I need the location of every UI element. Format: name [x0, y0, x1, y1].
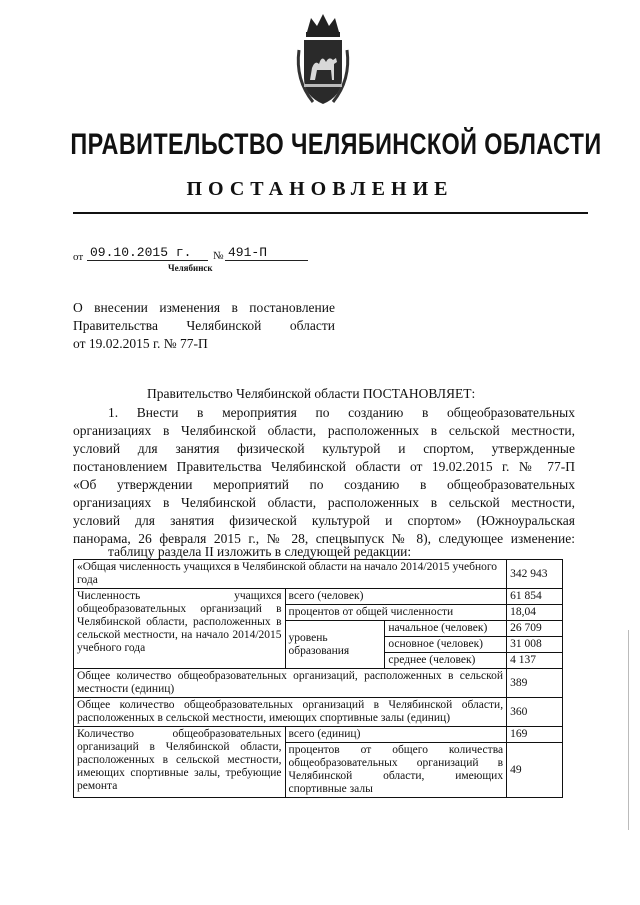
table-cell: Количество общеобразовательных организаций в Челябинской области, расположенных в сельской местности, имеющих спортивные залы, требующие ремонта [74, 727, 286, 798]
city-label: Челябинск [168, 263, 213, 273]
document-number: 491-П [225, 245, 308, 261]
table-row [74, 589, 563, 605]
preamble: Правительство Челябинской области ПОСТАНОВЛЯЕТ: [147, 386, 476, 401]
body-line: постановлением Правительства Челябинской области от 19.02.2015 г. № 77-П [73, 459, 575, 474]
table-cell: всего (человек) [285, 589, 507, 605]
table-cell: процентов от общего количества общеобразовательных организаций в Челябинской области, имеющих спортивные залы [285, 743, 507, 798]
subject-line: Правительства Челябинской области [73, 318, 335, 333]
table-cell: среднее (человек) [385, 653, 507, 669]
table-cell: 360 [507, 698, 563, 727]
table-cell: Общее количество общеобразовательных организаций в Челябинской области, расположенных в сельской местности, имеющих спортивные залы (единиц) [74, 698, 507, 727]
body-line: 1. Внести в мероприятия по созданию в общеобразовательных [108, 405, 575, 420]
table-cell: 389 [507, 669, 563, 698]
table-cell: 31 008 [507, 637, 563, 653]
table-row [74, 698, 563, 727]
table-cell: Общее количество общеобразовательных организаций, расположенных в сельской местности (единиц) [74, 669, 507, 698]
coat-of-arms-icon [293, 10, 353, 110]
body-line: условий для занятия физической культурой и спортом» (Южноуральская [73, 513, 575, 528]
document-type: ПОСТАНОВЛЕНИЕ [186, 178, 454, 200]
table-cell: «Общая численность учащихся в Челябинской области на начало 2014/2015 учебного года [74, 560, 507, 589]
table-cell: 26 709 [507, 621, 563, 637]
table-cell: 49 [507, 743, 563, 798]
table-cell: всего (единиц) [285, 727, 507, 743]
table-cell: Численность учащихся общеобразовательных организаций в Челябинской области, расположенных в сельской местности, на начало 2014/2015 учебного года [74, 589, 286, 669]
number-prefix: № [213, 250, 224, 262]
table-row [74, 727, 563, 743]
table-cell: 342 943 [507, 560, 563, 589]
table-cell: процентов от общей численности [285, 605, 507, 621]
table-cell: основное (человек) [385, 637, 507, 653]
statistics-table [73, 559, 563, 798]
body-line: «Об утверждении мероприятий по созданию в общеобразовательных [73, 477, 575, 492]
body-line: условий для занятия физической культурой и спортом, утвержденные [73, 441, 575, 456]
subject-line: О внесении изменения в постановление [73, 300, 335, 315]
table-row [74, 560, 563, 589]
table-row [74, 669, 563, 698]
header-divider [73, 212, 588, 214]
table-cell: 169 [507, 727, 563, 743]
table-cell: 18,04 [507, 605, 563, 621]
table-cell: 61 854 [507, 589, 563, 605]
body-line: организациях в Челябинской области, расположенных в сельской местности, [73, 423, 575, 438]
government-title: ПРАВИТЕЛЬСТВО ЧЕЛЯБИНСКОЙ ОБЛАСТИ [70, 128, 602, 161]
table-cell: начальное (человек) [385, 621, 507, 637]
subject-line: от 19.02.2015 г. № 77-П [73, 336, 208, 351]
body-line: таблицу раздела II изложить в следующей редакции: [108, 544, 412, 559]
scan-edge-line [628, 630, 629, 830]
date-prefix: от [73, 251, 84, 263]
body-line: панорама, 26 февраля 2015 г., № 28, спецвыпуск № 8), следующее изменение: [73, 531, 575, 546]
body-line: организациях в Челябинской области, расположенных в сельской местности, [73, 495, 575, 510]
document-date: 09.10.2015 г. [87, 245, 208, 261]
table-cell: 4 137 [507, 653, 563, 669]
table-cell: уровень образования [285, 621, 385, 669]
